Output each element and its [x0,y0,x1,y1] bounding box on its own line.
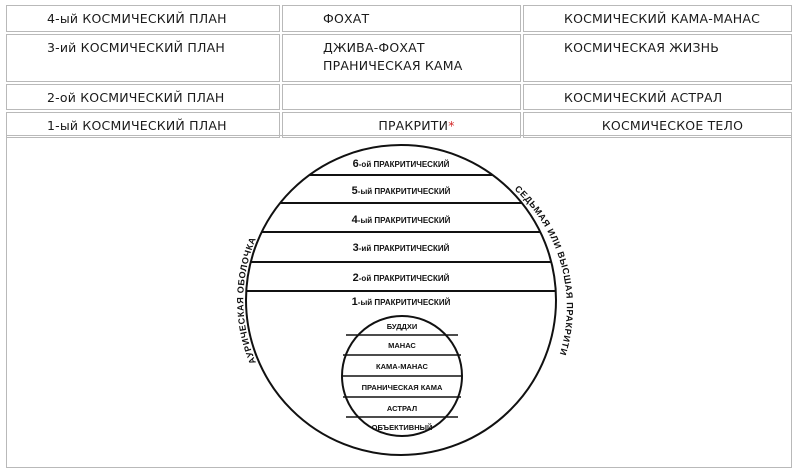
principle-line: ДЖИВА-ФОХАТ [323,40,425,55]
body-cell: КОСМИЧЕСКАЯ ЖИЗНЬ [523,34,792,82]
inner-layer-label: ПРАНИЧЕСКАЯ КАМА [361,383,443,392]
table-row [6,84,792,110]
footnote-asterisk[interactable]: * [448,118,455,133]
diagram-box [6,135,792,468]
principle-line: ПРАНИЧЕСКАЯ КАМА [323,58,463,73]
layer-3-label: 3-ий ПРАКРИТИЧЕСКИЙ [352,242,450,254]
principle-line: ФОХАТ [323,11,370,26]
principle-cell [282,34,521,82]
inner-layer-label: БУДДХИ [386,322,418,331]
plan-cell: 4-ый КОСМИЧЕСКИЙ ПЛАН [6,5,280,32]
inner-layer-label: АСТРАЛ [386,404,418,413]
table-row [6,5,792,32]
layer-6-label: 6-ой ПРАКРИТИЧЕСКИЙ [352,158,450,170]
left-side-label: АУРИЧЕСКАЯ ОБОЛОЧКА [235,235,258,366]
principle-cell [282,5,521,32]
layer-5-label: 5-ый ПРАКРИТИЧЕСКИЙ [351,185,451,197]
inner-layer-label: МАНАС [388,341,416,350]
right-side-label: СЕДЬМАЯ ИЛИ ВЫСШАЯ ПРАКРИТИ [512,183,575,357]
layer-1-label: 1-ый ПРАКРИТИЧЕСКИЙ [351,296,451,308]
inner-layer-label: КАМА-МАНАС [376,362,428,371]
layer-4-label: 4-ый ПРАКРИТИЧЕСКИЙ [351,214,451,226]
principle-cell-empty [282,84,521,110]
body-cell: КОСМИЧЕСКИЙ КАМА-МАНАС [523,5,792,32]
table-row [6,34,792,82]
plan-cell: 3-ий КОСМИЧЕСКИЙ ПЛАН [6,34,280,82]
body-cell: КОСМИЧЕСКОЕ ТЕЛО [523,112,792,138]
principle-text: ПРАКРИТИ [378,118,449,133]
plan-cell: 1-ый КОСМИЧЕСКИЙ ПЛАН [6,112,280,138]
layer-2-label: 2-ой ПРАКРИТИЧЕСКИЙ [352,272,450,284]
prakriti-diagram [7,136,791,467]
inner-layer-label: ОБЪЕКТИВНЫЙ [371,423,433,432]
body-cell: КОСМИЧЕСКИЙ АСТРАЛ [523,84,792,110]
cosmic-plans-table [4,3,794,140]
plan-cell: 2-ой КОСМИЧЕСКИЙ ПЛАН [6,84,280,110]
